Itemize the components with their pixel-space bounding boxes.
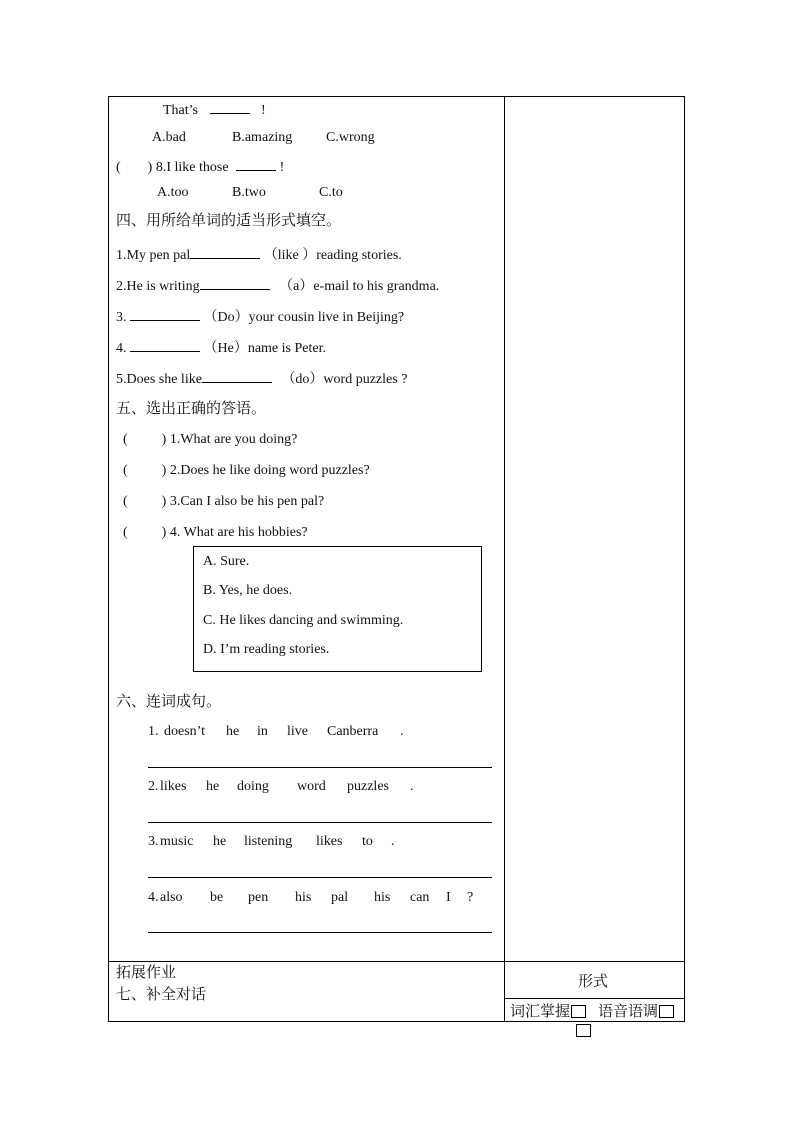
- s5-item-3: [123, 494, 324, 510]
- q8-paren-close: ): [147, 160, 153, 175]
- s5-item-3-paren-close: ): [161, 494, 167, 509]
- q7-option-c: C.wrong: [326, 130, 375, 145]
- s5-item-4: [123, 525, 308, 541]
- s5-option-d: D. I’m reading stories.: [203, 642, 330, 657]
- check-vocab-label: 词汇掌握: [510, 1002, 571, 1020]
- s6-item-2-word: puzzles: [347, 779, 389, 794]
- s5-item-1-text: 1.What are you doing?: [169, 432, 298, 447]
- s6-item-3-word: likes: [316, 834, 343, 849]
- s5-option-c: C. He likes dancing and swimming.: [203, 613, 404, 628]
- s6-item-3-word: he: [213, 834, 227, 849]
- s5-item-1-paren-close: ): [161, 432, 167, 447]
- s6-item-1-word: live: [287, 724, 308, 739]
- s6-item-4-word: his: [295, 890, 312, 905]
- check-vocab: [510, 1002, 586, 1020]
- s4-item-1-pre: 1.My pen pal: [116, 248, 191, 263]
- table-left-border: [108, 96, 109, 1022]
- s6-item-2-word: he: [206, 779, 220, 794]
- s6-item-1-word: he: [226, 724, 240, 739]
- s5-item-2: [123, 463, 370, 479]
- s6-item-1-word: doesn’t: [164, 724, 205, 739]
- s6-item-4-answer-line: [148, 932, 492, 933]
- check-vocab-box[interactable]: [571, 1005, 586, 1018]
- s6-item-3-word: music: [160, 834, 194, 849]
- s6-item-2-word: likes: [160, 779, 187, 794]
- s6-item-3-answer-line: [148, 877, 492, 878]
- q8-blank: [236, 157, 276, 171]
- table-right-border: [684, 96, 685, 1022]
- s6-item-2-word: doing: [237, 779, 269, 794]
- s6-item-3-word: .: [391, 834, 395, 849]
- s6-item-1-word: in: [257, 724, 268, 739]
- s4-item-1-blank: [190, 245, 260, 259]
- s4-item-2-pre: 2.He is writing: [116, 279, 200, 294]
- s4-item-1: [116, 245, 402, 264]
- s4-item-3: [116, 307, 404, 326]
- q8-option-c: C.to: [319, 185, 343, 200]
- form-title: 形式: [578, 972, 609, 990]
- s4-item-2-post: （a）e-mail to his grandma.: [279, 279, 440, 294]
- section6-heading: 六、连词成句。: [116, 692, 222, 710]
- s4-item-4-pre: 4.: [116, 341, 127, 356]
- s6-item-1: [148, 724, 159, 740]
- s5-item-1: [123, 432, 297, 448]
- s5-item-2-paren-open: (: [123, 463, 128, 478]
- s6-item-2-word: .: [410, 779, 414, 794]
- s6-item-1-answer-line: [148, 767, 492, 768]
- q8-option-a: A.too: [157, 185, 189, 200]
- s6-item-4-word: pal: [331, 890, 349, 905]
- right-cell-divider: [504, 998, 685, 999]
- s4-item-5: [116, 369, 407, 388]
- table-top-border: [108, 96, 685, 97]
- q7-option-b: B.amazing: [232, 130, 293, 145]
- s5-item-4-paren-close: ): [161, 525, 167, 540]
- s5-item-3-paren-open: (: [123, 494, 128, 509]
- s4-item-3-pre: 3.: [116, 310, 127, 325]
- s4-item-5-pre: 5.Does she like: [116, 372, 202, 387]
- s5-item-4-paren-open: (: [123, 525, 128, 540]
- q8-line: [116, 157, 284, 176]
- extra-checkbox[interactable]: [576, 1024, 591, 1037]
- s6-item-4-word: pen: [248, 890, 269, 905]
- check-pronunciation-box[interactable]: [659, 1005, 674, 1018]
- s4-item-4-blank: [130, 338, 200, 352]
- q8-end: !: [279, 160, 285, 175]
- s5-option-b: B. Yes, he does.: [203, 583, 293, 598]
- s6-item-1-num: 1.: [148, 724, 159, 739]
- s4-item-2: [116, 276, 439, 295]
- s4-item-5-blank: [202, 369, 272, 383]
- q7-stem: That’s: [163, 103, 198, 118]
- q8-option-b: B.two: [232, 185, 266, 200]
- check-pronunciation: [598, 1002, 674, 1020]
- s6-item-3-num: 3.: [148, 834, 159, 849]
- s4-item-4-post: （He）name is Peter.: [203, 341, 326, 356]
- s4-item-1-post: （like ）reading stories.: [263, 248, 402, 263]
- s6-item-4-word: I: [446, 890, 451, 905]
- table-row-divider: [108, 961, 685, 962]
- s6-item-4-word: be: [210, 890, 224, 905]
- s5-item-3-text: 3.Can I also be his pen pal?: [169, 494, 325, 509]
- s5-option-a: A. Sure.: [203, 554, 250, 569]
- s6-item-4-word: also: [160, 890, 183, 905]
- s6-item-4-word: his: [374, 890, 391, 905]
- s6-item-1-word: Canberra: [327, 724, 379, 739]
- s6-item-1-word: .: [400, 724, 404, 739]
- s6-item-2-answer-line: [148, 822, 492, 823]
- q7-stem-line: [163, 100, 266, 119]
- s5-item-4-text: 4. What are his hobbies?: [169, 525, 308, 540]
- s6-item-4-num: 4.: [148, 890, 159, 905]
- q7-blank: [210, 100, 250, 114]
- s6-item-2-word: word: [297, 779, 326, 794]
- q7-option-a: A.bad: [152, 130, 186, 145]
- s4-item-3-post: （Do）your cousin live in Beijing?: [203, 310, 405, 325]
- s6-item-4-word: ?: [467, 890, 474, 905]
- s4-item-4: [116, 338, 326, 357]
- s5-item-2-text: 2.Does he like doing word puzzles?: [169, 463, 370, 478]
- q8-paren-open: (: [116, 160, 121, 175]
- q7-end: !: [261, 103, 266, 118]
- footer-extension-homework: 拓展作业: [116, 963, 177, 981]
- section5-heading: 五、选出正确的答语。: [116, 399, 267, 417]
- s5-item-1-paren-open: (: [123, 432, 128, 447]
- table-bottom-border: [108, 1021, 685, 1022]
- s6-item-3-word: to: [362, 834, 373, 849]
- s6-item-2-num: 2.: [148, 779, 159, 794]
- s4-item-2-blank: [200, 276, 270, 290]
- table-middle-border: [504, 96, 505, 1022]
- s4-item-3-blank: [130, 307, 200, 321]
- s6-item-3-word: listening: [244, 834, 293, 849]
- s6-item-4-word: can: [410, 890, 430, 905]
- check-pronunciation-label: 语音语调: [598, 1002, 659, 1020]
- section4-heading: 四、用所给单词的适当形式填空。: [116, 211, 342, 229]
- footer-section7-heading: 七、补全对话: [116, 985, 207, 1003]
- s4-item-5-post: （do）word puzzles ?: [281, 372, 408, 387]
- q8-stem: 8.I like those: [155, 160, 229, 175]
- s5-item-2-paren-close: ): [161, 463, 167, 478]
